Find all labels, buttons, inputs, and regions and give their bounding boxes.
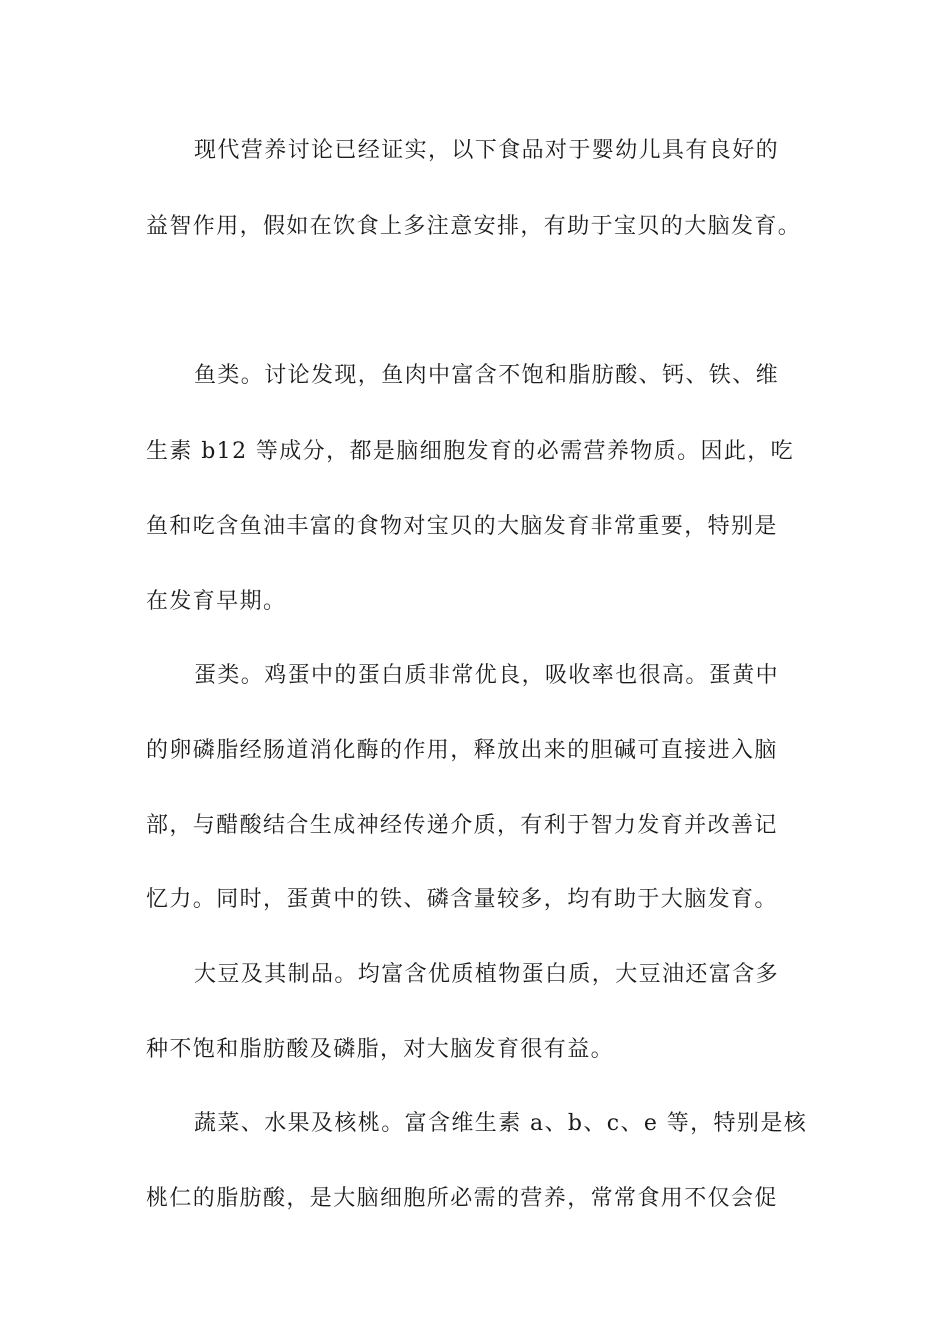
paragraph-intro-line-2: 益智作用，假如在饮食上多注意安排，有助于宝贝的大脑发育。 bbox=[146, 214, 802, 239]
paragraph-fish-line-1: 鱼类。讨论发现，鱼肉中富含不饱和脂肪酸、钙、铁、维 bbox=[194, 363, 780, 388]
paragraph-soy-line-1: 大豆及其制品。均富含优质植物蛋白质，大豆油还富含多 bbox=[194, 962, 780, 987]
paragraph-egg-line-1: 蛋类。鸡蛋中的蛋白质非常优良，吸收率也很高。蛋黄中 bbox=[194, 663, 780, 688]
paragraph-veg-line-1: 蔬菜、水果及核桃。富含维生素 a、b、c、e 等，特别是核 bbox=[194, 1111, 808, 1136]
paragraph-egg-line-2: 的卵磷脂经肠道消化酶的作用，释放出来的胆碱可直接进入脑 bbox=[146, 738, 778, 763]
paragraph-fish-line-3: 鱼和吃含鱼油丰富的食物对宝贝的大脑发育非常重要，特别是 bbox=[146, 514, 778, 539]
paragraph-egg-line-3: 部，与醋酸结合生成神经传递介质，有利于智力发育并改善记 bbox=[146, 813, 778, 838]
paragraph-fish-line-4: 在发育早期。 bbox=[146, 589, 287, 614]
paragraph-veg-line-2: 桃仁的脂肪酸，是大脑细胞所必需的营养，常常食用不仅会促 bbox=[146, 1186, 778, 1211]
paragraph-intro-line-1: 现代营养讨论已经证实，以下食品对于婴幼儿具有良好的 bbox=[194, 138, 780, 163]
paragraph-egg-line-4: 忆力。同时，蛋黄中的铁、磷含量较多，均有助于大脑发育。 bbox=[146, 887, 778, 912]
paragraph-soy-line-2: 种不饱和脂肪酸及磷脂，对大脑发育很有益。 bbox=[146, 1037, 615, 1062]
paragraph-fish-line-2: 生素 b12 等成分，都是脑细胞发育的必需营养物质。因此，吃 bbox=[146, 439, 795, 464]
